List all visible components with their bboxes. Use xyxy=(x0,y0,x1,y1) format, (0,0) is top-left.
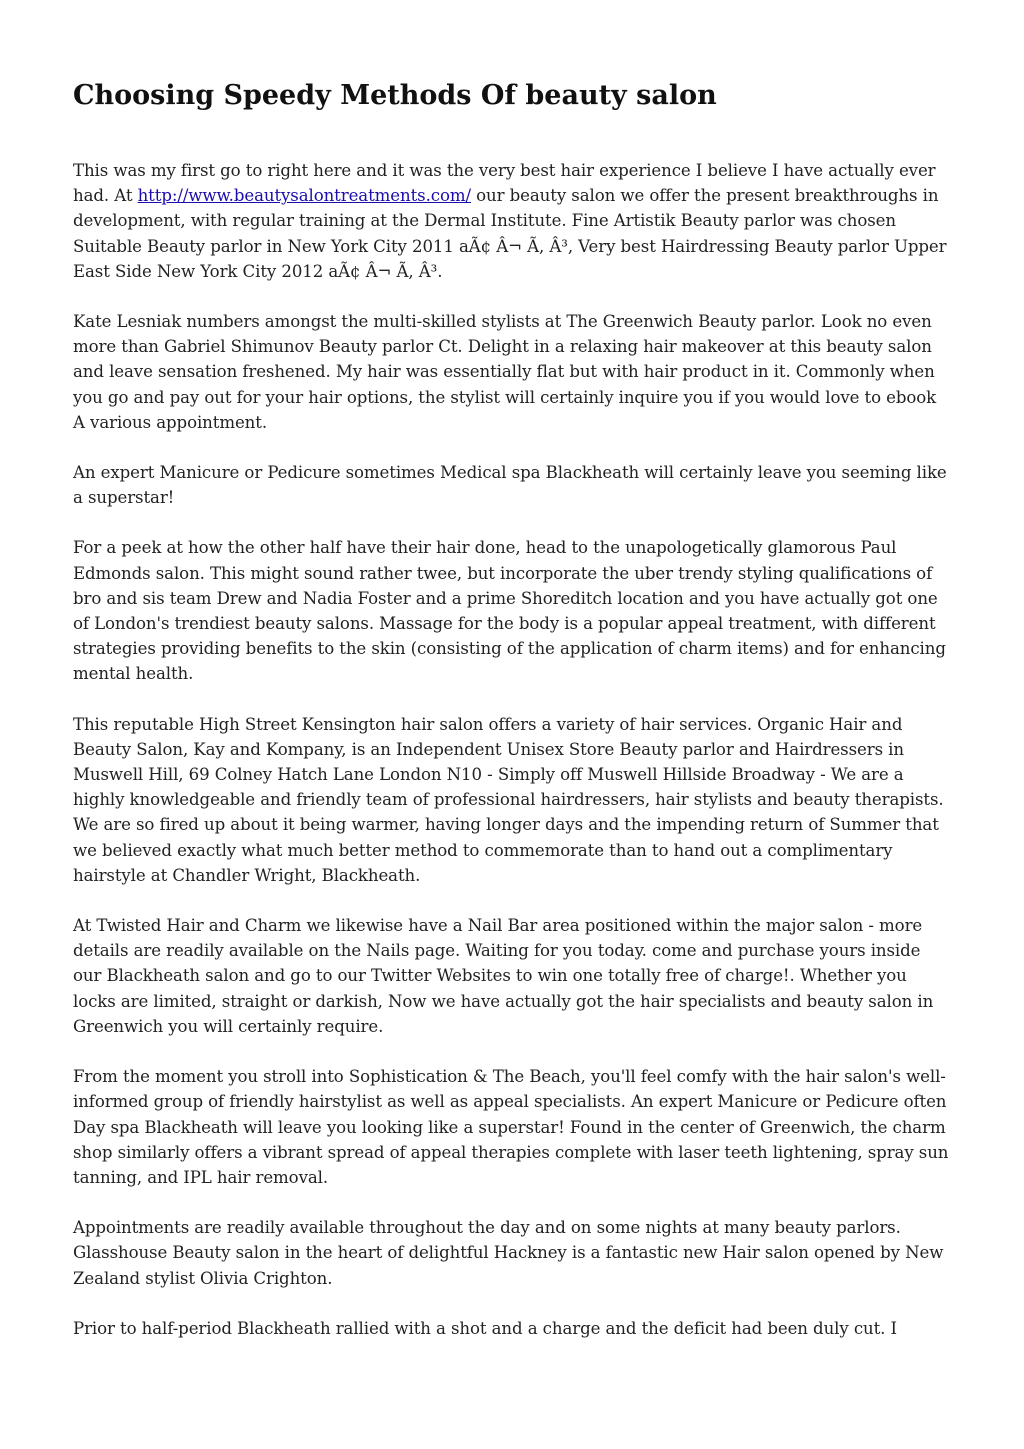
paragraph-6: At Twisted Hair and Charm we likewise have a Nail Bar area positioned within the major salon - more details are readily available on the Nails page. Waiting for you today. come and purchase yours inside our Blackheath salon and go to our Twitter Websites to win one totally free of charge!. Whether you locks are limited, straight or darkish, Now we have actually got the hair specialists and beauty salon in Greenwich you will certainly require. xyxy=(73,916,934,1036)
paragraph-9: Prior to half-period Blackheath rallied with a shot and a charge and the deficit had been duly cut. I xyxy=(73,1318,897,1338)
paragraph-2: Kate Lesniak numbers amongst the multi-skilled stylists at The Greenwich Beauty parlor. Look no even more than Gabriel Shimunov Beauty parlor Ct. Delight in a relaxing hair makeover at this beauty salon and leave sensation freshened. My hair was essentially flat but with hair product in it. Commonly when you go and pay out for your hair options, the stylist will certainly inquire you if you would love to ebook A various appointment. xyxy=(73,312,937,432)
paragraph-1 xyxy=(73,158,953,284)
paragraph-5: This reputable High Street Kensington hair salon offers a variety of hair services. Organic Hair and Beauty Salon, Kay and Kompany, is an Independent Unisex Store Beauty parlor and Hairdressers in Muswell Hill, 69 Colney Hatch Lane London N10 - Simply off Muswell Hillside Broadway - We are a highly knowledgeable and friendly team of professional hairdressers, hair stylists and beauty therapists. We are so fired up about it being warmer, having longer days and the impending return of Summer that we believed exactly what much better method to commemorate than to hand out a complimentary hairstyle at Chandler Wright, Blackheath. xyxy=(73,714,944,885)
paragraph-1-text-before: This was my first go to right here and it was the very best hair experience I believe I have actually ever had. At xyxy=(73,161,936,206)
paragraph-7: From the moment you stroll into Sophistication & The Beach, you'll feel comfy with the hair salon's well-informed group of friendly hairstylist as well as appeal specialists. An expert Manicure or Pedicure often Day spa Blackheath will leave you looking like a superstar! Found in the center of Greenwich, the charm shop similarly offers a vibrant spread of appeal therapies complete with laser teeth lightening, spray sun tanning, and IPL hair removal. xyxy=(73,1067,949,1187)
paragraph-3: An expert Manicure or Pedicure sometimes Medical spa Blackheath will certainly leave you seeming like a superstar! xyxy=(73,463,947,508)
beautysalon-link[interactable]: http://www.beautysalontreatments.com/ xyxy=(137,186,471,206)
document-page xyxy=(73,78,953,1366)
document-title: Choosing Speedy Methods Of beauty salon xyxy=(73,80,717,111)
paragraph-4: For a peek at how the other half have their hair done, head to the unapologetically glamorous Paul Edmonds salon. This might sound rather twee, but incorporate the uber trendy styling qualifications of bro and sis team Drew and Nadia Foster and a prime Shoreditch location and you have actually got one of London's trendiest beauty salons. Massage for the body is a popular appeal treatment, with different strategies providing benefits to the skin (consisting of the application of charm items) and for enhancing mental health. xyxy=(73,538,946,684)
paragraph-8: Appointments are readily available throughout the day and on some nights at many beauty parlors. Glasshouse Beauty salon in the heart of delightful Hackney is a fantastic new Hair salon opened by New Zealand stylist Olivia Crighton. xyxy=(73,1218,944,1288)
paragraph-1-text-after: our beauty salon we offer the present breakthroughs in development, with regular training at the Dermal Institute. Fine Artistik Beauty parlor was chosen Suitable Beauty parlor in New York City 2011 aÃ¢ Â¬ Ã, Â³, Very best Hairdressing Beauty parlor Upper East Side New York City 2012 aÃ¢ Â¬ Ã, Â³. xyxy=(73,186,947,281)
